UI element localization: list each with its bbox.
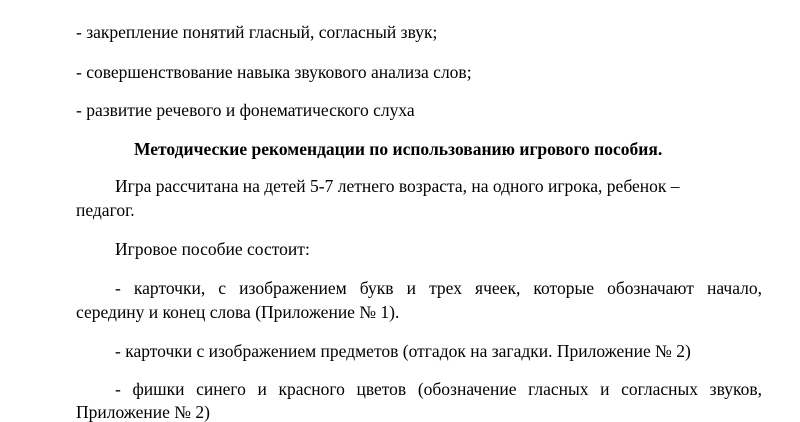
goal-item-vowel-consonant: - закрепление понятий гласный, согласный звук;: [76, 22, 438, 42]
kit-item-letter-cards-line-2: середину и конец слова (Приложение № 1).: [76, 302, 400, 322]
kit-item-chips-line-2: Приложение № 2): [76, 402, 210, 422]
paragraph-kit-intro: Игровое пособие состоит:: [115, 239, 310, 259]
kit-item-picture-cards: - карточки с изображением предметов (отгадок на загадки. Приложение № 2): [115, 341, 691, 361]
goal-item-sound-analysis: - совершенствование навыка звукового анализа слов;: [76, 62, 472, 82]
goal-item-phonemic-hearing: - развитие речевого и фонематического слуха: [76, 100, 415, 120]
paragraph-age-line-2: педагог.: [76, 200, 135, 220]
paragraph-age-line-1: Игра рассчитана на детей 5-7 летнего возраста, на одного игрока, ребенок –: [115, 176, 680, 196]
kit-item-letter-cards-line-1: - карточки, с изображением букв и трех ячеек, которые обозначают начало,: [115, 278, 762, 298]
section-heading: Методические рекомендации по использованию игрового пособия.: [134, 139, 663, 159]
kit-item-chips-line-1: - фишки синего и красного цветов (обозначение гласных и согласных звуков,: [115, 379, 762, 399]
